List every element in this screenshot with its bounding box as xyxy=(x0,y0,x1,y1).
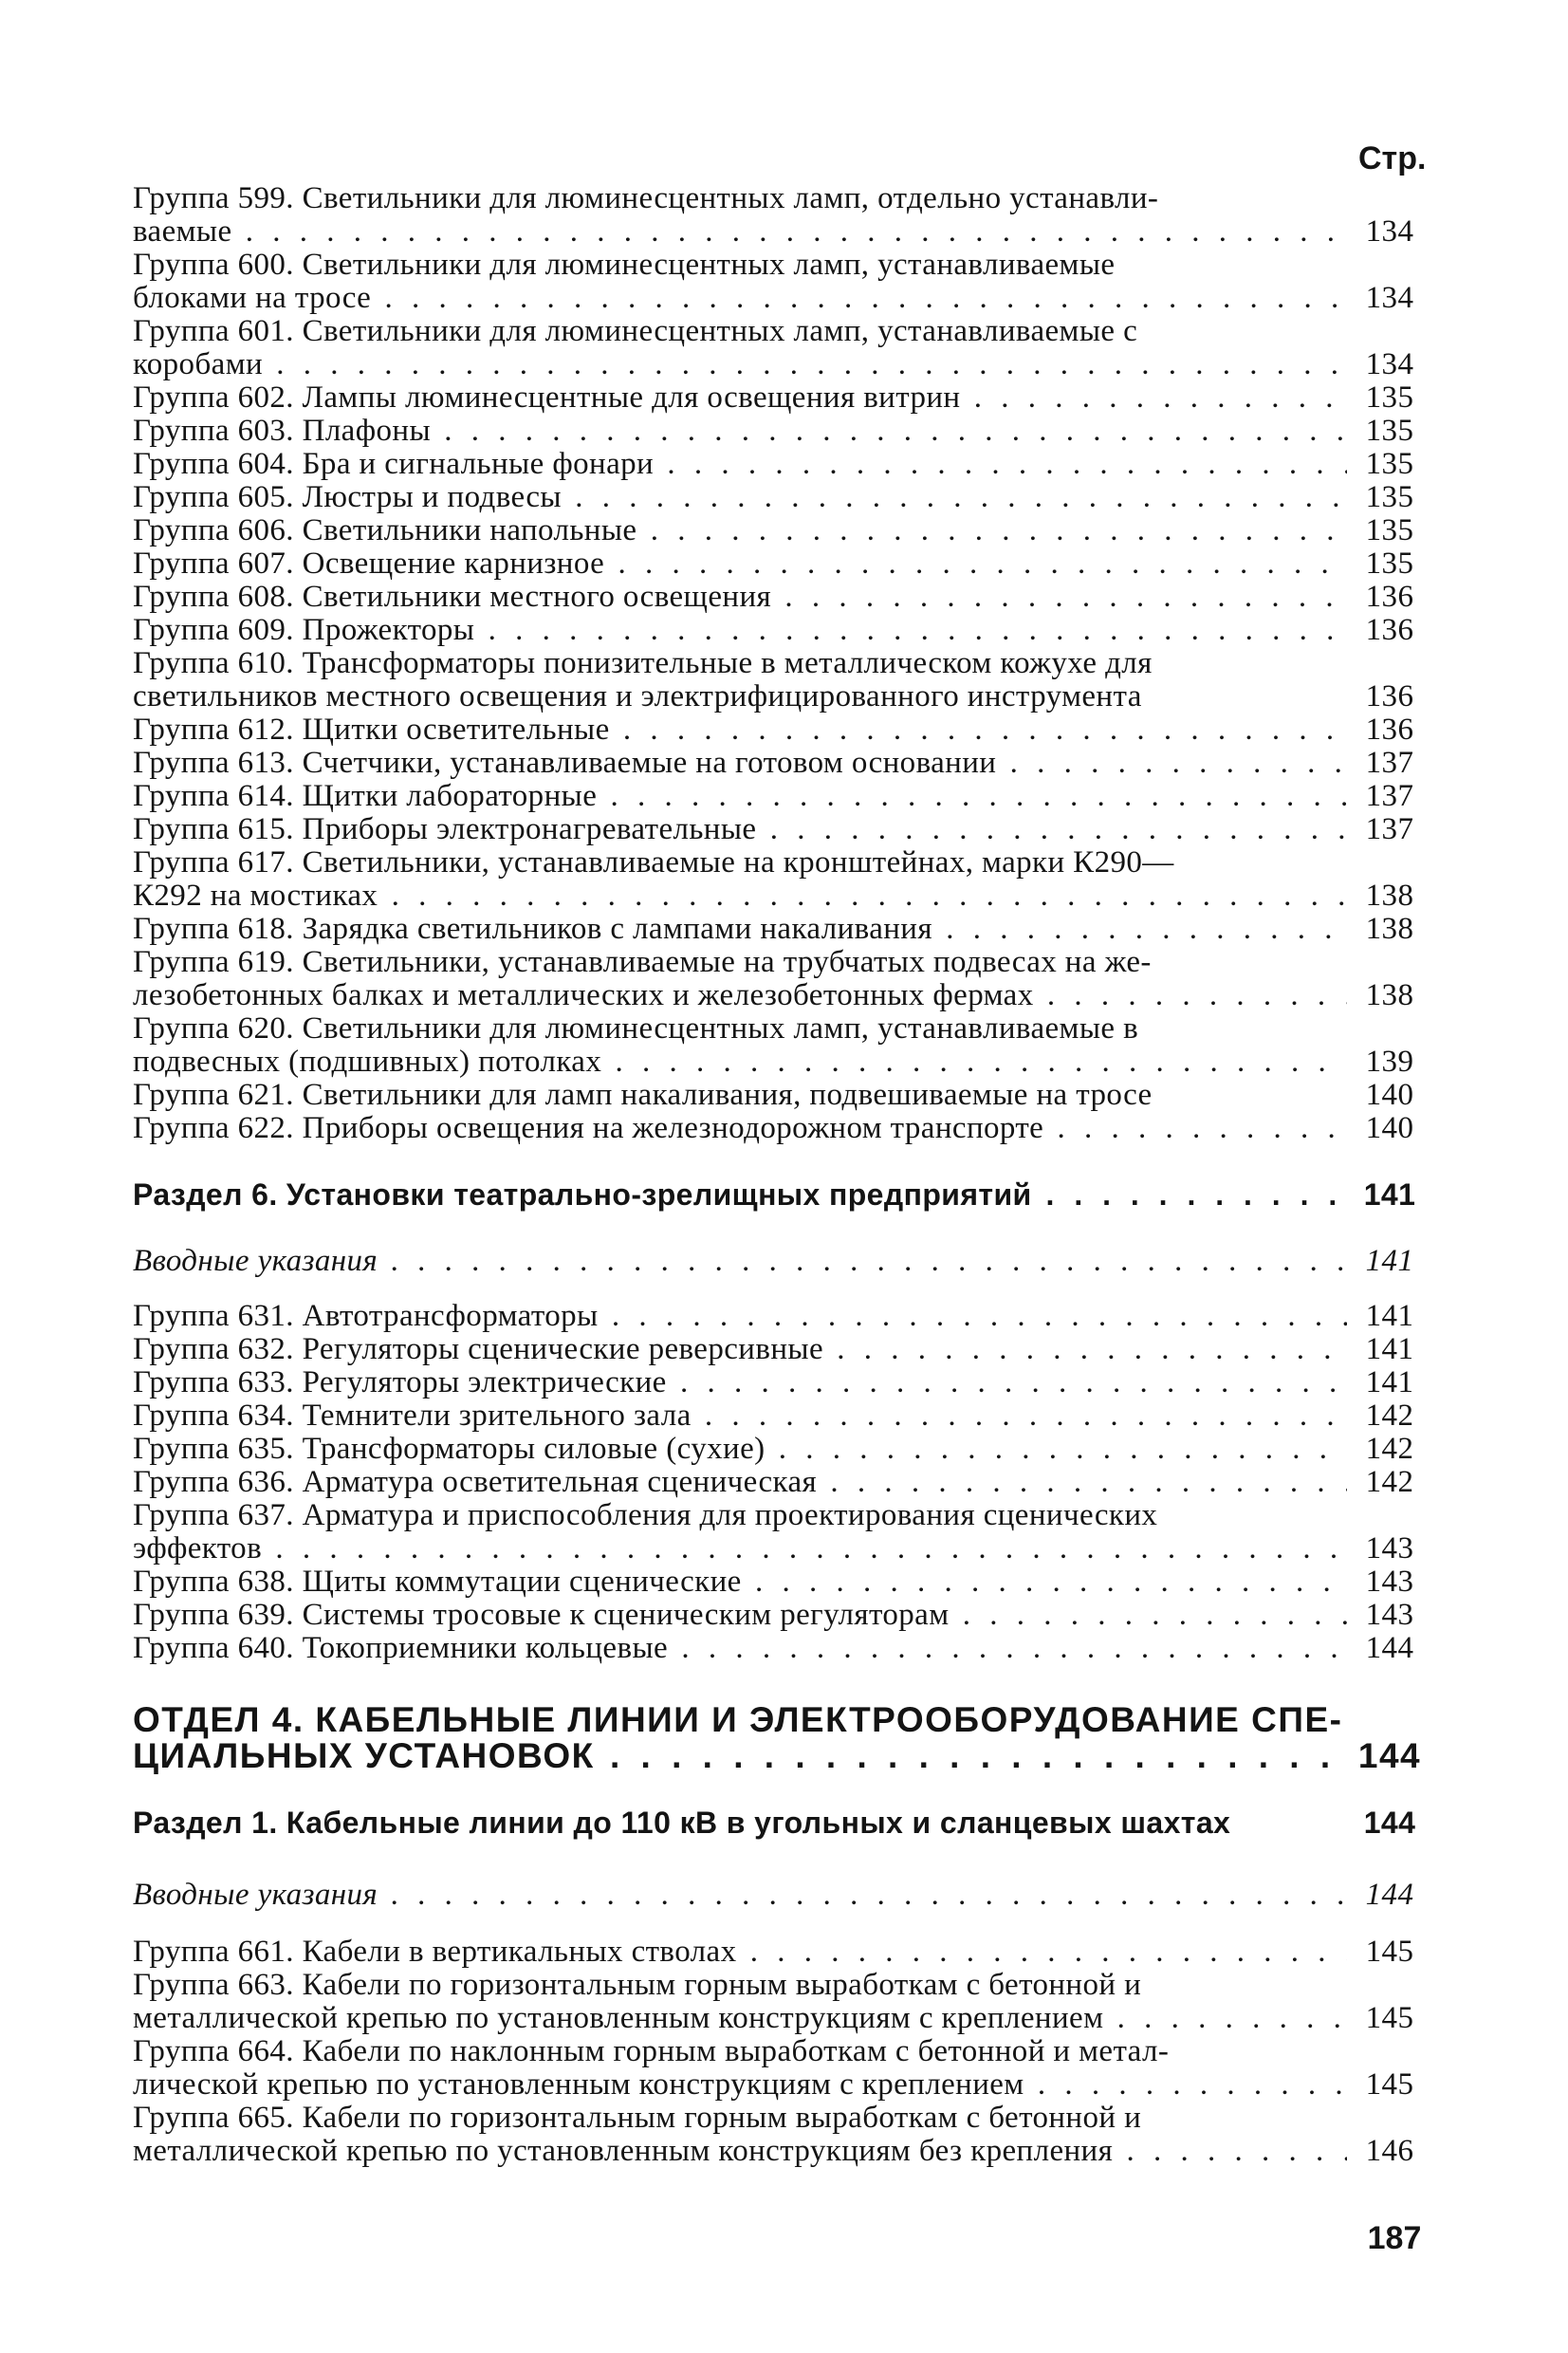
toc-entry-title: Группа 601. Светильники для люминесцентных ламп, устанавливаемые с xyxy=(133,314,1138,348)
toc-entry-title: ЦИАЛЬНЫХ УСТАНОВОК . . . xyxy=(133,1738,1347,1774)
toc-entry-line xyxy=(133,1366,1423,1399)
toc-entry xyxy=(133,1079,1423,1112)
toc-entry-title: Группа 603. Плафоны . . . xyxy=(133,415,1347,448)
toc-entry xyxy=(133,547,1423,581)
toc-entry-line xyxy=(133,481,1423,514)
toc-entry-title: Раздел 6. Установки театрально-зрелищных предприятий . . . xyxy=(133,1178,1347,1212)
toc-entry xyxy=(133,182,1423,249)
toc-entry-line xyxy=(133,249,1423,282)
toc-entry-title: Группа 606. Светильники напольные . . . xyxy=(133,514,1347,547)
toc-entry-page: 142 xyxy=(1365,1465,1414,1499)
toc-intro-entry xyxy=(133,1245,1423,1278)
toc-entry-line xyxy=(133,381,1423,415)
toc-entry-line xyxy=(133,647,1423,680)
toc-entry-line xyxy=(133,1300,1423,1333)
toc-entry-title: Группа 639. Системы тросовые к сценическим регуляторам . . . xyxy=(133,1599,1347,1632)
toc-entry xyxy=(133,415,1423,448)
toc-entry xyxy=(133,2035,1423,2102)
toc-entry-page: 134 xyxy=(1365,281,1414,315)
toc-entry-line xyxy=(133,1333,1423,1366)
toc-entry-page: 141 xyxy=(1363,1177,1416,1212)
toc-entry-title: металлической крепью по установленным конструкциям с креплением . . . xyxy=(133,2002,1347,2035)
toc-entry-line xyxy=(133,1702,1423,1738)
toc-entry-line xyxy=(133,1046,1423,1079)
toc-entry-page: 135 xyxy=(1365,380,1414,415)
toc-entry-title: Группа 632. Регуляторы сценические реверсивные . . . xyxy=(133,1333,1347,1366)
toc-entry-line xyxy=(133,614,1423,647)
toc-entry-line xyxy=(133,448,1423,481)
toc-entry xyxy=(133,2102,1423,2168)
toc-entry-page: 138 xyxy=(1365,912,1414,946)
toc-entry-title: Группа 617. Светильники, устанавливаемые на кронштейнах, марки К290— xyxy=(133,845,1174,880)
toc-entry xyxy=(133,448,1423,481)
toc-entry-title: Группа 622. Приборы освещения на железнодорожном транспорте . . . xyxy=(133,1112,1347,1145)
toc-entry-line xyxy=(133,1936,1423,1969)
toc-entry-line xyxy=(133,979,1423,1012)
toc-entry-title: ваемые . . . xyxy=(133,215,1347,249)
toc-entry xyxy=(133,713,1423,747)
toc-entry xyxy=(133,614,1423,647)
toc-entry-line xyxy=(133,1532,1423,1566)
toc-entry-page: 139 xyxy=(1365,1045,1414,1079)
toc-entry-page: 145 xyxy=(1365,1935,1414,1969)
toc-entry-title: Группа 633. Регуляторы электрические . . . xyxy=(133,1366,1347,1399)
toc-entry-page: 144 xyxy=(1365,1631,1414,1665)
toc-entry-title: Группа 613. Счетчики, устанавливаемые на готовом основании . . . xyxy=(133,747,1347,780)
toc-entry-page: 143 xyxy=(1365,1565,1414,1599)
toc-entry-title: Группа 609. Прожекторы . . . xyxy=(133,614,1347,647)
toc-entry xyxy=(133,1466,1423,1499)
toc-entry-title: светильников местного освещения и электрифицированного инструмента xyxy=(133,680,1142,713)
toc-section-heading xyxy=(133,1806,1423,1840)
toc-entry xyxy=(133,581,1423,614)
toc-entry-title: Группа 636. Арматура осветительная сценическая . . . xyxy=(133,1466,1347,1499)
toc-entry-line xyxy=(133,1499,1423,1532)
toc-entry-page: 141 xyxy=(1365,1299,1414,1333)
toc-entry-page: 144 xyxy=(1363,1806,1416,1840)
toc-entry-line xyxy=(133,581,1423,614)
toc-entry-title: эффектов . . . xyxy=(133,1532,1347,1566)
toc-entry-title: Группа 604. Бра и сигнальные фонари . . . xyxy=(133,448,1347,481)
toc-entry-page: 144 xyxy=(1365,1878,1414,1912)
toc-entry-page: 140 xyxy=(1365,1111,1414,1145)
toc-entry-line xyxy=(133,1566,1423,1599)
toc-entry-page: 136 xyxy=(1365,713,1414,747)
toc-entry-title: подвесных (подшивных) потолках . . . xyxy=(133,1046,1347,1079)
toc-entry-page: 137 xyxy=(1365,812,1414,846)
toc-entry xyxy=(133,1936,1423,1969)
toc-entry xyxy=(133,514,1423,547)
toc-entry-title: Вводные указания . . . xyxy=(133,1879,1347,1912)
toc-entry xyxy=(133,481,1423,514)
toc-entry-line xyxy=(133,1112,1423,1145)
toc-entry-page: 141 xyxy=(1365,1332,1414,1366)
toc-entry-page: 138 xyxy=(1365,879,1414,913)
toc-entry-title: Группа 640. Токоприемники кольцевые . . . xyxy=(133,1632,1347,1665)
toc-entry-page: 134 xyxy=(1365,214,1414,249)
toc-entry-title: Группа 634. Темнители зрительного зала . . . xyxy=(133,1399,1347,1433)
toc-entry-title: Группа 618. Зарядка светильников с лампами накаливания . . . xyxy=(133,913,1347,946)
toc-entry-line xyxy=(133,1466,1423,1499)
toc-section-heading xyxy=(133,1178,1423,1212)
toc-entry-page: 136 xyxy=(1365,613,1414,647)
toc-entry xyxy=(133,946,1423,1012)
toc-entry-line xyxy=(133,2135,1423,2168)
toc-entry-title: Группа 607. Освещение карнизное . . . xyxy=(133,547,1347,581)
toc-entry-page: 135 xyxy=(1365,480,1414,514)
toc-intro-entry xyxy=(133,1879,1423,1912)
toc-entry-title: Группа 602. Лампы люминесцентные для освещения витрин . . . xyxy=(133,381,1347,415)
toc-entry-line xyxy=(133,946,1423,979)
toc-entry-line xyxy=(133,182,1423,215)
toc-entry-title: Раздел 1. Кабельные линии до 110 кВ в угольных и сланцевых шахтах xyxy=(133,1806,1231,1840)
toc-entry-page: 142 xyxy=(1365,1432,1414,1466)
toc-entry-page: 134 xyxy=(1365,347,1414,381)
toc-entry-title: Группа 619. Светильники, устанавливаемые на трубчатых подвесах на же- xyxy=(133,945,1152,979)
toc-entry-title: Группа 620. Светильники для люминесцентных ламп, устанавливаемые в xyxy=(133,1011,1139,1046)
toc-entry-title: Группа 600. Светильники для люминесцентных ламп, устанавливаемые xyxy=(133,248,1116,282)
toc-part-heading xyxy=(133,1702,1423,1774)
toc-entry xyxy=(133,813,1423,846)
toc-entry-title: лезобетонных балках и металлических и железобетонных фермах . . . xyxy=(133,979,1347,1012)
toc-entry-line xyxy=(133,1245,1423,1278)
toc-entry-title: Группа 665. Кабели по горизонтальным горным выработкам с бетонной и xyxy=(133,2101,1142,2135)
toc-entry xyxy=(133,1969,1423,2035)
toc-entry-title: Группа 610. Трансформаторы понизительные в металлическом кожухе для xyxy=(133,646,1153,680)
toc-entry-line xyxy=(133,1178,1423,1212)
toc-entry-page: 140 xyxy=(1365,1078,1414,1112)
toc-entry xyxy=(133,1566,1423,1599)
toc-entry-page: 135 xyxy=(1365,447,1414,481)
toc-entry-page: 135 xyxy=(1365,513,1414,547)
toc-entry-title: коробами . . . xyxy=(133,348,1347,381)
toc-entry-line xyxy=(133,2035,1423,2068)
toc-entry-line xyxy=(133,1433,1423,1466)
toc-entry-line xyxy=(133,1079,1423,1112)
toc-entry xyxy=(133,1012,1423,1079)
toc-entry-title: Группа 605. Люстры и подвесы . . . xyxy=(133,481,1347,514)
toc-entry-page: 141 xyxy=(1365,1244,1414,1278)
toc-entry-line xyxy=(133,2102,1423,2135)
toc-entry-page: 144 xyxy=(1357,1736,1422,1775)
toc-entry xyxy=(133,647,1423,713)
toc-entry-title: Группа 621. Светильники для ламп накаливания, подвешиваемые на тросе xyxy=(133,1079,1153,1112)
page-column-header: Стр. xyxy=(1358,140,1427,176)
toc-entry-title: металлической крепью по установленным конструкциям без крепления . . . xyxy=(133,2135,1347,2168)
toc-entry xyxy=(133,1632,1423,1665)
toc-entry-title: Группа 614. Щитки лабораторные . . . xyxy=(133,780,1347,813)
toc-entry-page: 142 xyxy=(1365,1399,1414,1433)
toc-entry-title: Вводные указания . . . xyxy=(133,1245,1347,1278)
toc-entry-page: 143 xyxy=(1365,1531,1414,1566)
toc-entry-line xyxy=(133,780,1423,813)
toc-entry-line xyxy=(133,1738,1423,1774)
toc-entry-page: 136 xyxy=(1365,580,1414,614)
toc-entry xyxy=(133,1433,1423,1466)
toc-entry-title: Группа 635. Трансформаторы силовые (сухие) . . . xyxy=(133,1433,1347,1466)
toc-entry xyxy=(133,913,1423,946)
toc-entry-line xyxy=(133,913,1423,946)
toc-entry xyxy=(133,1499,1423,1566)
page-number: 187 xyxy=(1367,2220,1422,2256)
toc-entry-title: Группа 664. Кабели по наклонным горным выработкам с бетонной и метал- xyxy=(133,2034,1170,2068)
toc-entry xyxy=(133,1112,1423,1145)
toc-entry-page: 141 xyxy=(1365,1365,1414,1399)
toc-entry-line xyxy=(133,680,1423,713)
toc-entry-line xyxy=(133,713,1423,747)
toc-entry-title: Группа 612. Щитки осветительные . . . xyxy=(133,713,1347,747)
toc-entry-page: 146 xyxy=(1365,2134,1414,2168)
toc-entry-line xyxy=(133,215,1423,249)
toc-entry-line xyxy=(133,1969,1423,2002)
toc-entry xyxy=(133,1300,1423,1333)
toc-entry-title: Группа 615. Приборы электронагревательные . . . xyxy=(133,813,1347,846)
toc-entry-line xyxy=(133,1399,1423,1433)
toc-entry-line xyxy=(133,1632,1423,1665)
toc-entry xyxy=(133,249,1423,315)
toc-entry-page: 137 xyxy=(1365,746,1414,780)
toc-entry-page: 138 xyxy=(1365,978,1414,1012)
toc-entry xyxy=(133,1399,1423,1433)
toc-entry-page: 135 xyxy=(1365,414,1414,448)
toc-entry-title: Группа 608. Светильники местного освещения . . . xyxy=(133,581,1347,614)
toc-entry-page: 137 xyxy=(1365,779,1414,813)
toc-entry-page: 135 xyxy=(1365,547,1414,581)
toc-entry-line xyxy=(133,1806,1423,1840)
toc-entry-title: лической крепью по установленным конструкциям с креплением . . . xyxy=(133,2068,1347,2102)
toc-entry-title: Группа 663. Кабели по горизонтальным горным выработкам с бетонной и xyxy=(133,1968,1142,2002)
toc-entry-title: К292 на мостиках . . . xyxy=(133,880,1347,913)
toc-entry-page: 145 xyxy=(1365,2067,1414,2102)
toc-entry-page: 136 xyxy=(1365,679,1414,713)
toc-entry-title: Группа 637. Арматура и приспособления для проектирования сценических xyxy=(133,1498,1158,1532)
toc-entry-title: ОТДЕЛ 4. КАБЕЛЬНЫЕ ЛИНИИ И ЭЛЕКТРООБОРУДОВАНИЕ СПЕ- xyxy=(133,1700,1343,1739)
toc-entry xyxy=(133,1333,1423,1366)
toc-entry-line xyxy=(133,880,1423,913)
toc-entry-line xyxy=(133,1599,1423,1632)
toc-entry-line xyxy=(133,747,1423,780)
toc-entry-title: блоками на тросе . . . xyxy=(133,282,1347,315)
toc-entry-line xyxy=(133,514,1423,547)
toc-entry xyxy=(133,846,1423,913)
toc-entry xyxy=(133,1599,1423,1632)
toc-entry-line xyxy=(133,1879,1423,1912)
toc-entry-line xyxy=(133,2068,1423,2102)
toc-entry-line xyxy=(133,2002,1423,2035)
toc-entry-page: 145 xyxy=(1365,2001,1414,2035)
toc-entry-page: 143 xyxy=(1365,1598,1414,1632)
toc-entry xyxy=(133,315,1423,381)
toc-entry-title: Группа 638. Щиты коммутации сценические . . . xyxy=(133,1566,1347,1599)
toc-entry xyxy=(133,747,1423,780)
toc-entry-line xyxy=(133,846,1423,880)
toc-entry-line xyxy=(133,348,1423,381)
toc-entry xyxy=(133,1366,1423,1399)
toc-entry xyxy=(133,381,1423,415)
toc-entry xyxy=(133,780,1423,813)
toc-entry-line xyxy=(133,813,1423,846)
toc-entry-line xyxy=(133,282,1423,315)
toc-entry-title: Группа 599. Светильники для люминесцентных ламп, отдельно устанавли- xyxy=(133,181,1159,215)
toc-entry-line xyxy=(133,1012,1423,1046)
toc-entry-title: Группа 661. Кабели в вертикальных стволах . . . xyxy=(133,1936,1347,1969)
toc-entry-title: Группа 631. Автотрансформаторы . . . xyxy=(133,1300,1347,1333)
toc-entry-line xyxy=(133,315,1423,348)
toc-entry-line xyxy=(133,415,1423,448)
toc-entry-line xyxy=(133,547,1423,581)
